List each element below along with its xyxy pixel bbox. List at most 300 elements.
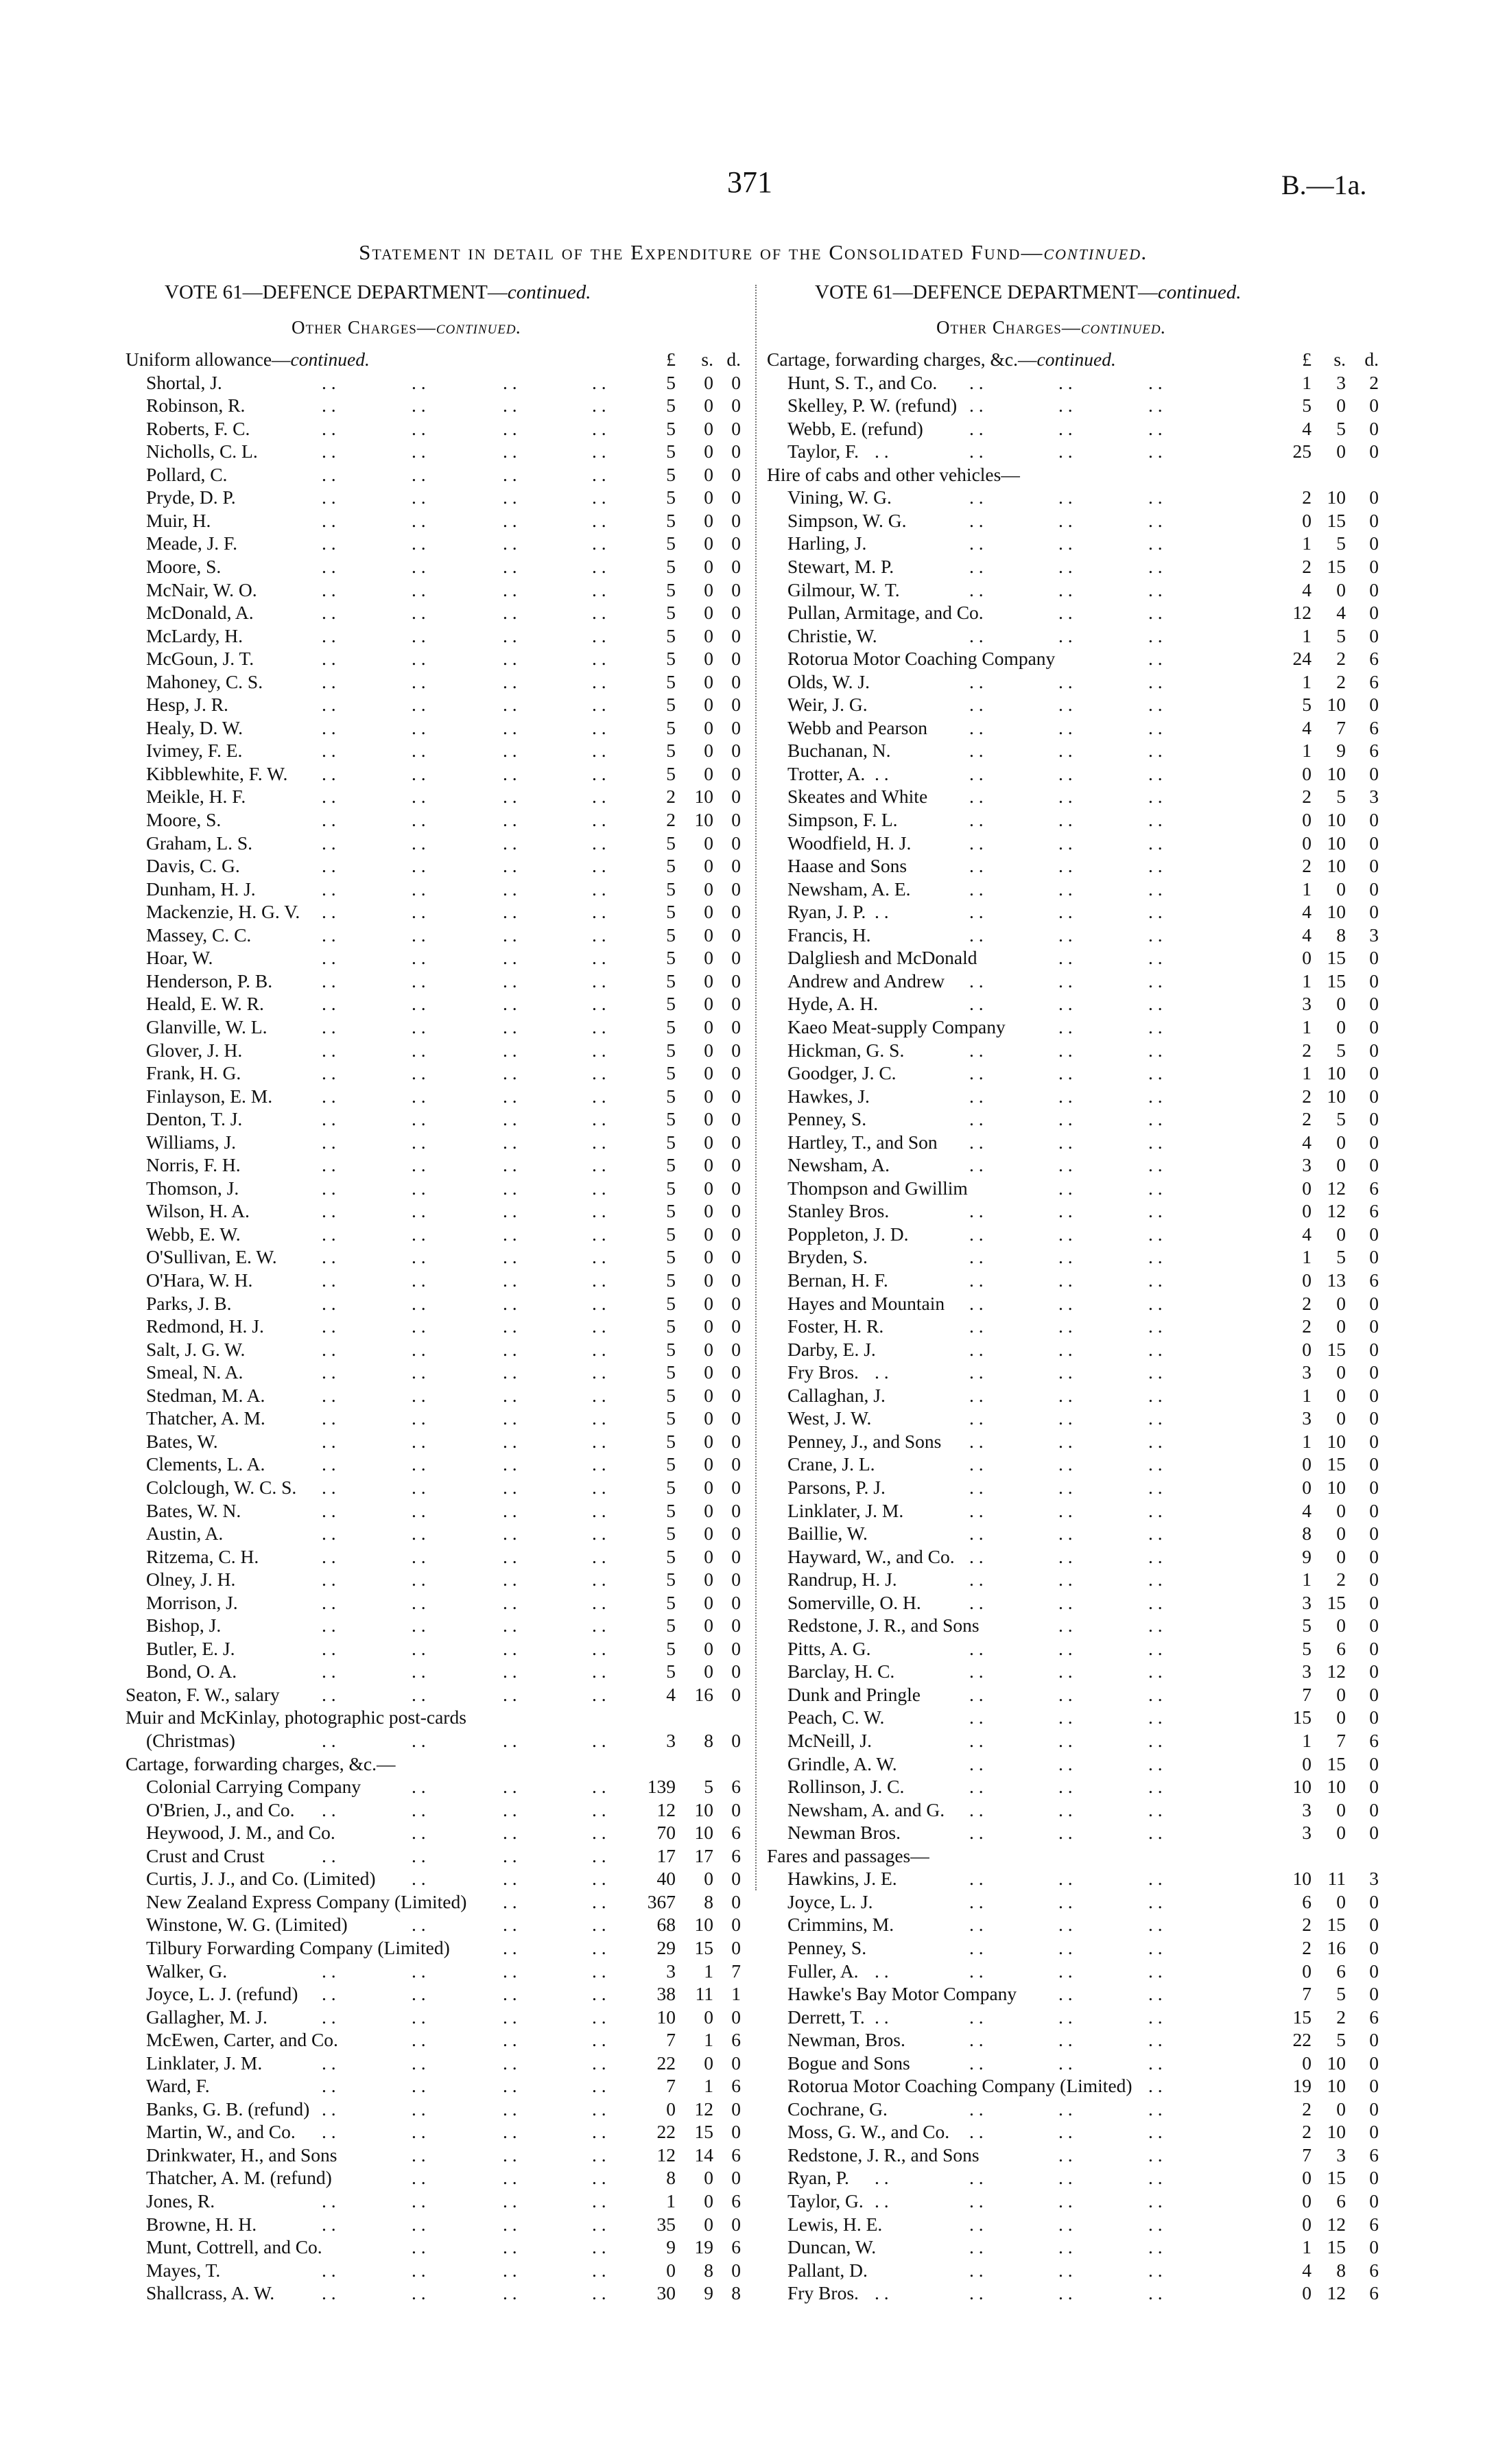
- leader-dots: . .: [412, 1615, 426, 1636]
- leader-dots: . .: [412, 1453, 426, 1475]
- leader-dots: . .: [1058, 395, 1073, 416]
- leader-dots: . .: [969, 2167, 984, 2189]
- leader-dots: . .: [412, 1177, 426, 1199]
- leader-dots: . .: [969, 555, 984, 577]
- amount-pounds: 5: [666, 762, 676, 784]
- leader-dots: . .: [592, 1499, 606, 1521]
- leader-dots: . .: [322, 1039, 336, 1061]
- amount-pence: 0: [731, 1430, 741, 1452]
- leader-dots: . .: [503, 786, 517, 808]
- amount-pence: 0: [1369, 1315, 1379, 1337]
- section-title-text: Hire of cabs and other vehicles—: [767, 463, 1020, 485]
- amount-shillings: 0: [1336, 1798, 1346, 1820]
- amount-shillings: 0: [1336, 578, 1346, 600]
- amount-shillings: 0: [704, 1292, 713, 1314]
- leader-dots: . .: [1058, 1269, 1073, 1291]
- leader-dots: . .: [969, 1292, 984, 1314]
- amount-pounds: 5: [666, 924, 676, 946]
- leader-dots: . .: [592, 740, 606, 762]
- amount-pounds: 2: [666, 809, 676, 830]
- amount-pence: 0: [731, 855, 741, 877]
- amount-pounds: 3: [1302, 993, 1312, 1015]
- leader-dots: . .: [1058, 1453, 1073, 1475]
- leader-dots: . .: [592, 1569, 606, 1591]
- amount-shillings: 0: [704, 1569, 713, 1591]
- leader-dots: . .: [503, 832, 517, 854]
- amount-pence: 0: [1369, 1752, 1379, 1774]
- leader-dots: . .: [1058, 1914, 1073, 1936]
- amount-shillings: 0: [1336, 1131, 1346, 1153]
- amount-pounds: 5: [666, 947, 676, 969]
- leader-dots: . .: [1148, 417, 1163, 439]
- amount-pence: 0: [731, 2259, 741, 2281]
- payee-name: Grindle, A. W.: [787, 1752, 897, 1774]
- payee-name: McGoun, J. T.: [146, 648, 254, 670]
- leader-dots: . .: [592, 1637, 606, 1659]
- amount-shillings: 5: [1336, 1108, 1346, 1130]
- leader-dots: . .: [969, 1914, 984, 1936]
- payee-name: Randrup, H. J.: [787, 1569, 897, 1591]
- leader-dots: . .: [1148, 395, 1163, 416]
- leader-dots: . .: [412, 463, 426, 485]
- amount-shillings: 0: [704, 970, 713, 992]
- leader-dots: . .: [969, 670, 984, 692]
- payee-name: Gilmour, W. T.: [787, 578, 900, 600]
- leader-dots: . .: [503, 1039, 517, 1061]
- leader-dots: . .: [1058, 740, 1073, 762]
- amount-pence: 0: [731, 371, 741, 393]
- leader-dots: . .: [1058, 1361, 1073, 1383]
- leader-dots: . .: [969, 1960, 984, 1982]
- leader-dots: . .: [322, 1154, 336, 1176]
- leader-dots: . .: [412, 786, 426, 808]
- amount-pence: 6: [731, 2144, 741, 2166]
- leader-dots: . .: [1058, 1776, 1073, 1798]
- amount-pounds: 5: [666, 1476, 676, 1498]
- leader-dots: . .: [875, 2190, 889, 2211]
- payee-name: Christie, W.: [787, 624, 877, 646]
- amount-pounds: 10: [1292, 1776, 1312, 1798]
- payee-name: Newman Bros.: [787, 1822, 901, 1844]
- amount-pounds: 22: [656, 2121, 676, 2143]
- amount-shillings: 10: [1327, 694, 1346, 716]
- payee-name: Newsham, A. and G.: [787, 1798, 945, 1820]
- amount-pence: 0: [731, 1890, 741, 1912]
- currency-header-pence: d.: [726, 349, 741, 370]
- amount-shillings: 0: [1336, 441, 1346, 462]
- payee-name: Meade, J. F.: [146, 532, 237, 554]
- amount-pounds: 2: [1302, 786, 1312, 808]
- left-oc-text: Other Charges—: [292, 317, 436, 338]
- leader-dots: . .: [412, 1499, 426, 1521]
- leader-dots: . .: [503, 371, 517, 393]
- amount-pounds: 5: [666, 486, 676, 508]
- amount-shillings: 0: [704, 1338, 713, 1360]
- amount-pence: 0: [1369, 762, 1379, 784]
- leader-dots: . .: [412, 809, 426, 830]
- leader-dots: . .: [1058, 2029, 1073, 2051]
- leader-dots: . .: [969, 2121, 984, 2143]
- leader-dots: . .: [875, 1960, 889, 1982]
- amount-pence: 0: [731, 2213, 741, 2235]
- leader-dots: . .: [1148, 809, 1163, 830]
- leader-dots: . .: [322, 1085, 336, 1107]
- leader-dots: . .: [592, 463, 606, 485]
- payee-name: Derrett, T.: [787, 2006, 865, 2028]
- payee-name: Woodfield, H. J.: [787, 832, 912, 854]
- leader-dots: . .: [1148, 970, 1163, 992]
- leader-dots: . .: [322, 1407, 336, 1429]
- leader-dots: . .: [1148, 1016, 1163, 1037]
- payee-name: Thomson, J.: [146, 1177, 239, 1199]
- leader-dots: . .: [1058, 1960, 1073, 1982]
- amount-pence: 0: [1369, 1523, 1379, 1545]
- leader-dots: . .: [969, 1476, 984, 1498]
- payee-name: Ryan, J. P.: [787, 901, 866, 923]
- amount-pence: 0: [1369, 1384, 1379, 1406]
- amount-shillings: 12: [1327, 2282, 1346, 2304]
- leader-dots: . .: [1058, 1476, 1073, 1498]
- amount-pounds: 6: [1302, 1890, 1312, 1912]
- leader-dots: . .: [592, 1269, 606, 1291]
- title-text: Statement in detail of the Expenditure of the Consolidated Fund—: [359, 240, 1044, 264]
- amount-pence: 0: [731, 947, 741, 969]
- leader-dots: . .: [503, 1269, 517, 1291]
- amount-pounds: 2: [1302, 1039, 1312, 1061]
- amount-shillings: 5: [704, 1776, 713, 1798]
- amount-pounds: 5: [666, 1085, 676, 1107]
- payee-name: Barclay, H. C.: [787, 1661, 895, 1682]
- amount-pounds: 5: [666, 832, 676, 854]
- leader-dots: . .: [412, 1269, 426, 1291]
- leader-dots: . .: [503, 878, 517, 900]
- payee-name: Jones, R.: [146, 2190, 215, 2211]
- payee-name: Ivimey, F. E.: [146, 740, 243, 762]
- leader-dots: . .: [412, 395, 426, 416]
- leader-dots: . .: [412, 1822, 426, 1844]
- payee-name: Drinkwater, H., and Sons: [146, 2144, 337, 2166]
- amount-pence: 0: [731, 1062, 741, 1084]
- leader-dots: . .: [412, 1315, 426, 1337]
- leader-dots: . .: [592, 786, 606, 808]
- leader-dots: . .: [1148, 1960, 1163, 1982]
- amount-shillings: 6: [1336, 2190, 1346, 2211]
- leader-dots: . .: [503, 486, 517, 508]
- amount-pence: 0: [1369, 1615, 1379, 1636]
- amount-pounds: 5: [666, 1315, 676, 1337]
- leader-dots: . .: [503, 2282, 517, 2304]
- leader-dots: . .: [503, 947, 517, 969]
- leader-dots: . .: [322, 1223, 336, 1245]
- amount-pence: 0: [731, 486, 741, 508]
- leader-dots: . .: [1058, 786, 1073, 808]
- section-title-continued: continued.: [1036, 349, 1116, 370]
- amount-pounds: 2: [1302, 1315, 1312, 1337]
- leader-dots: . .: [969, 1545, 984, 1567]
- amount-shillings: 10: [694, 809, 713, 830]
- amount-pounds: 0: [1302, 1177, 1312, 1199]
- amount-pounds: 24: [1292, 648, 1312, 670]
- amount-pence: 0: [731, 1914, 741, 1936]
- leader-dots: . .: [412, 1108, 426, 1130]
- amount-pounds: 35: [656, 2213, 676, 2235]
- amount-shillings: 0: [704, 509, 713, 531]
- amount-shillings: 6: [1336, 1637, 1346, 1659]
- leader-dots: . .: [592, 1683, 606, 1705]
- leader-dots: . .: [969, 1246, 984, 1268]
- amount-pence: 0: [1369, 1016, 1379, 1037]
- payee-name: Rotorua Motor Coaching Company (Limited): [787, 2075, 1132, 2097]
- leader-dots: . .: [969, 1523, 984, 1545]
- amount-pence: 0: [1369, 1154, 1379, 1176]
- amount-pence: 0: [731, 786, 741, 808]
- leader-dots: . .: [592, 762, 606, 784]
- payee-name: Rollinson, J. C.: [787, 1776, 905, 1798]
- leader-dots: . .: [1148, 694, 1163, 716]
- payee-name: Hesp, J. R.: [146, 694, 228, 716]
- amount-pence: 3: [1369, 924, 1379, 946]
- leader-dots: . .: [1058, 1039, 1073, 1061]
- leader-dots: . .: [969, 417, 984, 439]
- amount-pence: 0: [1369, 1890, 1379, 1912]
- amount-shillings: 0: [704, 578, 713, 600]
- payee-name: Newsham, A.: [787, 1154, 890, 1176]
- leader-dots: . .: [503, 740, 517, 762]
- leader-dots: . .: [1058, 1752, 1073, 1774]
- amount-pounds: 1: [1302, 2236, 1312, 2258]
- payee-name: Stedman, M. A.: [146, 1384, 265, 1406]
- amount-pounds: 5: [666, 624, 676, 646]
- leader-dots: . .: [412, 1844, 426, 1866]
- right-oc-continued: continued.: [1080, 317, 1167, 338]
- leader-dots: . .: [503, 1983, 517, 2005]
- amount-shillings: 0: [1336, 395, 1346, 416]
- amount-shillings: 0: [704, 1246, 713, 1268]
- leader-dots: . .: [969, 1730, 984, 1751]
- amount-shillings: 0: [704, 486, 713, 508]
- payee-name: Kibblewhite, F. W.: [146, 762, 288, 784]
- leader-dots: . .: [969, 2052, 984, 2074]
- leader-dots: . .: [969, 1039, 984, 1061]
- payee-name: Robinson, R.: [146, 395, 246, 416]
- amount-pounds: 1: [1302, 532, 1312, 554]
- amount-pounds: 4: [1302, 716, 1312, 738]
- leader-dots: . .: [322, 509, 336, 531]
- leader-dots: . .: [592, 578, 606, 600]
- amount-pence: 6: [731, 2029, 741, 2051]
- leader-dots: . .: [503, 970, 517, 992]
- amount-shillings: 0: [704, 441, 713, 462]
- section-title-text: Cartage, forwarding charges, &c.—: [767, 349, 1037, 370]
- payee-name: Crane, J. L.: [787, 1453, 875, 1475]
- amount-shillings: 10: [1327, 2075, 1346, 2097]
- amount-shillings: 16: [694, 1683, 713, 1705]
- leader-dots: . .: [592, 2259, 606, 2281]
- leader-dots: . .: [875, 901, 889, 923]
- amount-shillings: 8: [1336, 924, 1346, 946]
- amount-pounds: 70: [656, 1822, 676, 1844]
- payee-name: Henderson, P. B.: [146, 970, 273, 992]
- leader-dots: . .: [503, 417, 517, 439]
- leader-dots: . .: [503, 1315, 517, 1337]
- amount-pounds: 2: [1302, 2121, 1312, 2143]
- leader-dots: . .: [969, 395, 984, 416]
- amount-shillings: 10: [1327, 486, 1346, 508]
- left-vote-heading: [165, 281, 591, 304]
- leader-dots: . .: [503, 2144, 517, 2166]
- title-continued: continued.: [1043, 240, 1148, 264]
- amount-pounds: 5: [666, 1131, 676, 1153]
- amount-pounds: 5: [666, 878, 676, 900]
- amount-shillings: 0: [704, 832, 713, 854]
- leader-dots: . .: [1058, 578, 1073, 600]
- leader-dots: . .: [412, 1545, 426, 1567]
- leader-dots: . .: [1148, 1361, 1163, 1383]
- amount-pounds: 2: [1302, 555, 1312, 577]
- amount-pence: 0: [731, 832, 741, 854]
- amount-shillings: 13: [1327, 1269, 1346, 1291]
- payee-name: Parsons, P. J.: [787, 1476, 886, 1498]
- amount-pounds: 1: [1302, 371, 1312, 393]
- amount-shillings: 8: [1336, 2259, 1346, 2281]
- amount-pounds: 3: [1302, 1591, 1312, 1613]
- leader-dots: . .: [592, 1591, 606, 1613]
- amount-pounds: 5: [1302, 694, 1312, 716]
- leader-dots: . .: [875, 2006, 889, 2028]
- leader-dots: . .: [503, 1154, 517, 1176]
- leader-dots: . .: [1058, 2144, 1073, 2166]
- amount-pounds: 5: [666, 1591, 676, 1613]
- amount-pounds: 3: [666, 1960, 676, 1982]
- amount-pence: 0: [731, 1361, 741, 1383]
- leader-dots: . .: [969, 2259, 984, 2281]
- leader-dots: . .: [875, 762, 889, 784]
- leader-dots: . .: [322, 2190, 336, 2211]
- payee-name: Lewis, H. E.: [787, 2213, 883, 2235]
- amount-pence: 0: [1369, 2075, 1379, 2097]
- amount-pounds: 2: [1302, 486, 1312, 508]
- amount-pence: 0: [1369, 947, 1379, 969]
- leader-dots: . .: [503, 1476, 517, 1498]
- amount-pence: 6: [1369, 670, 1379, 692]
- amount-pence: 0: [1369, 1292, 1379, 1314]
- amount-shillings: 5: [1336, 1246, 1346, 1268]
- amount-shillings: 3: [1336, 2144, 1346, 2166]
- amount-pounds: 2: [1302, 1914, 1312, 1936]
- leader-dots: . .: [1058, 2213, 1073, 2235]
- right-vote-heading: [815, 281, 1241, 304]
- leader-dots: . .: [412, 970, 426, 992]
- payee-name: Penney, J., and Sons: [787, 1430, 942, 1452]
- leader-dots: . .: [592, 1200, 606, 1222]
- leader-dots: . .: [969, 1706, 984, 1728]
- leader-dots: . .: [592, 1890, 606, 1912]
- amount-shillings: 0: [704, 1453, 713, 1475]
- leader-dots: . .: [969, 1269, 984, 1291]
- amount-pounds: 3: [1302, 1407, 1312, 1429]
- leader-dots: . .: [412, 624, 426, 646]
- amount-shillings: 10: [1327, 1776, 1346, 1798]
- amount-pounds: 0: [666, 2098, 676, 2120]
- leader-dots: . .: [969, 1683, 984, 1705]
- leader-dots: . .: [412, 1131, 426, 1153]
- amount-pence: 0: [731, 694, 741, 716]
- amount-pence: 0: [731, 2167, 741, 2189]
- payee-name: Bates, W. N.: [146, 1499, 241, 1521]
- leader-dots: . .: [592, 2075, 606, 2097]
- leader-dots: . .: [592, 1361, 606, 1383]
- leader-dots: . .: [1058, 947, 1073, 969]
- amount-pence: 0: [731, 2006, 741, 2028]
- amount-pounds: 1: [666, 2190, 676, 2211]
- payee-name: McDonald, A.: [146, 602, 254, 624]
- payee-name: Hawkins, J. E.: [787, 1868, 897, 1890]
- leader-dots: . .: [969, 1637, 984, 1659]
- leader-dots: . .: [1148, 2052, 1163, 2074]
- payee-name: Joyce, L. J.: [787, 1890, 873, 1912]
- leader-dots: . .: [969, 1453, 984, 1475]
- leader-dots: . .: [1148, 1269, 1163, 1291]
- leader-dots: . .: [412, 1983, 426, 2005]
- leader-dots: . .: [503, 1914, 517, 1936]
- amount-pounds: 9: [666, 2236, 676, 2258]
- amount-shillings: 2: [1336, 648, 1346, 670]
- leader-dots: . .: [1058, 924, 1073, 946]
- payee-name: Clements, L. A.: [146, 1453, 265, 1475]
- amount-pence: 0: [1369, 624, 1379, 646]
- amount-shillings: 0: [1336, 1822, 1346, 1844]
- amount-pence: 0: [1369, 1798, 1379, 1820]
- leader-dots: . .: [412, 694, 426, 716]
- payee-name: Taylor, G.: [787, 2190, 864, 2211]
- amount-pence: 0: [1369, 2029, 1379, 2051]
- leader-dots: . .: [1148, 1154, 1163, 1176]
- amount-pence: 0: [1369, 1683, 1379, 1705]
- currency-header-shillings: s.: [1333, 349, 1346, 370]
- leader-dots: . .: [503, 1108, 517, 1130]
- leader-dots: . .: [503, 716, 517, 738]
- leader-dots: . .: [322, 1384, 336, 1406]
- leader-dots: . .: [322, 463, 336, 485]
- amount-pounds: 5: [666, 555, 676, 577]
- column-divider: [755, 285, 757, 1890]
- leader-dots: . .: [322, 2121, 336, 2143]
- amount-pounds: 7: [666, 2029, 676, 2051]
- leader-dots: . .: [592, 371, 606, 393]
- leader-dots: . .: [1058, 1983, 1073, 2005]
- amount-pounds: 5: [666, 1154, 676, 1176]
- amount-pence: 0: [731, 1683, 741, 1705]
- amount-shillings: 15: [694, 1936, 713, 1958]
- amount-shillings: 10: [1327, 855, 1346, 877]
- amount-pence: 0: [1369, 1591, 1379, 1613]
- payee-name: Peach, C. W.: [787, 1706, 885, 1728]
- amount-shillings: 1: [704, 2029, 713, 2051]
- amount-shillings: 0: [704, 463, 713, 485]
- leader-dots: . .: [1148, 1131, 1163, 1153]
- amount-shillings: 12: [1327, 1661, 1346, 1682]
- payee-name: Muir and McKinlay, photographic post-cards: [126, 1706, 466, 1728]
- leader-dots: . .: [503, 1384, 517, 1406]
- payee-name: Stewart, M. P.: [787, 555, 894, 577]
- amount-pence: 0: [1369, 1476, 1379, 1498]
- leader-dots: . .: [322, 878, 336, 900]
- leader-dots: . .: [1058, 1523, 1073, 1545]
- leader-dots: . .: [1058, 624, 1073, 646]
- payee-name: Simpson, W. G.: [787, 509, 907, 531]
- amount-pounds: 5: [666, 1108, 676, 1130]
- amount-pounds: 5: [666, 1039, 676, 1061]
